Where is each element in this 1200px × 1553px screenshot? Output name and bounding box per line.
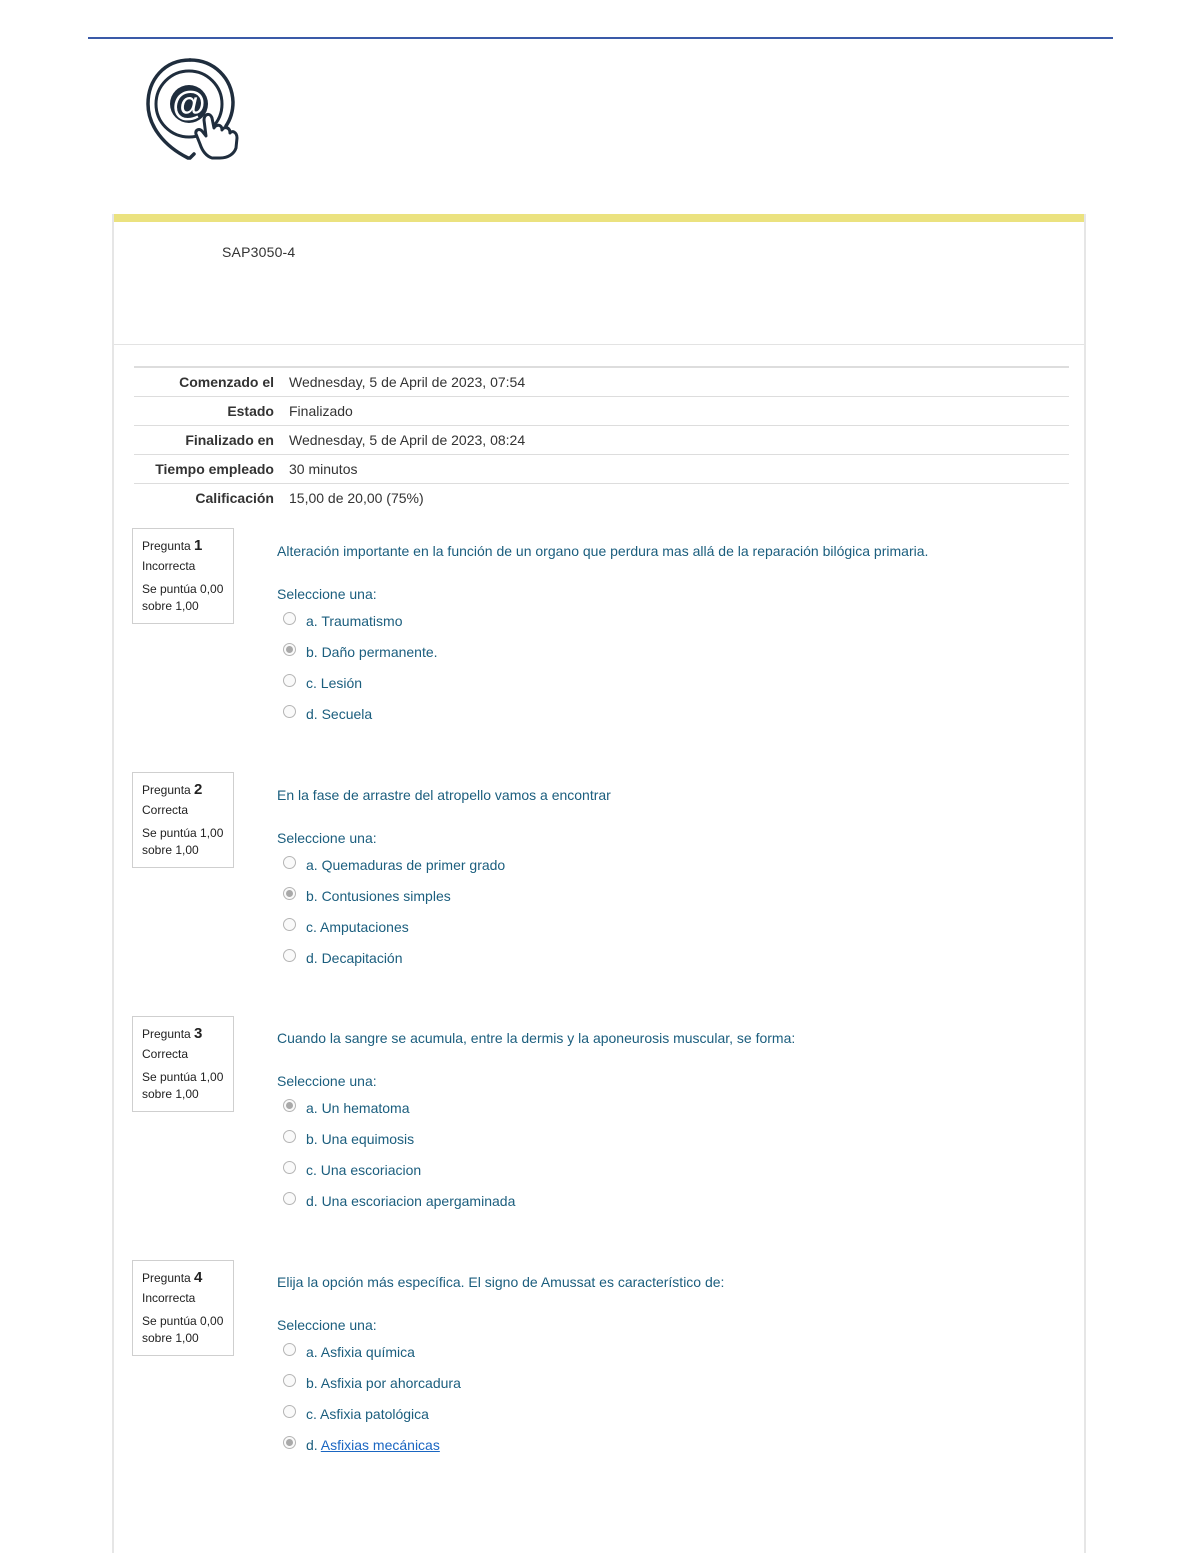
summary-label: Estado — [227, 403, 274, 419]
answer-option[interactable] — [277, 1436, 1067, 1467]
question-prompt: Seleccione una: — [277, 830, 377, 846]
question-grade: Se puntúa 1,00 sobre 1,00 — [142, 826, 224, 857]
radio-icon[interactable] — [283, 1374, 296, 1387]
question-text: Alteración importante en la función de un organo que perdura mas allá de la reparación bilógica primaria. — [277, 543, 929, 559]
answer-option[interactable] — [277, 1374, 1067, 1405]
question-title: Pregunta — [142, 1271, 191, 1285]
summary-value: Finalizado — [289, 403, 353, 419]
radio-icon[interactable] — [283, 949, 296, 962]
answer-label: b. Asfixia por ahorcadura — [306, 1375, 461, 1391]
summary-value: 30 minutos — [289, 461, 358, 477]
answer-label: c. Una escoriacion — [306, 1162, 422, 1178]
question-number: 2 — [194, 781, 203, 798]
answer-label: b. Contusiones simples — [306, 888, 451, 904]
question-state: Incorrecta — [142, 559, 196, 573]
summary-label: Tiempo empleado — [155, 461, 274, 477]
question-state: Incorrecta — [142, 1291, 196, 1305]
answer-label — [306, 1436, 440, 1454]
summary-value: Wednesday, 5 de April de 2023, 08:24 — [289, 432, 526, 448]
question-title: Pregunta — [142, 783, 191, 797]
summary-row-grade — [134, 483, 1069, 512]
radio-icon[interactable] — [283, 674, 296, 687]
radio-icon[interactable] — [283, 1161, 296, 1174]
answer-label: a. Asfixia química — [306, 1344, 415, 1360]
header-divider — [114, 344, 1084, 345]
question-body-3 — [277, 1028, 1067, 1223]
answer-label: a. Traumatismo — [306, 613, 403, 629]
radio-icon[interactable] — [283, 1405, 296, 1418]
radio-checked-icon[interactable] — [283, 1099, 296, 1112]
summary-row-finished — [134, 425, 1069, 454]
answer-option[interactable] — [277, 643, 1067, 674]
answer-label: b. Una equimosis — [306, 1131, 415, 1147]
answer-option[interactable] — [277, 1130, 1067, 1161]
radio-checked-icon[interactable] — [283, 887, 296, 900]
summary-label: Finalizado en — [185, 432, 274, 448]
question-grade: Se puntúa 0,00 sobre 1,00 — [142, 582, 224, 613]
at-sign-logo-icon — [142, 54, 242, 164]
answer-label: c. Lesión — [306, 675, 363, 691]
summary-label: Calificación — [195, 490, 274, 506]
question-prompt: Seleccione una: — [277, 586, 377, 602]
answer-label: a. Quemaduras de primer grado — [306, 857, 506, 873]
answer-option[interactable] — [277, 1343, 1067, 1374]
card-accent-bar — [114, 214, 1084, 222]
question-body-2 — [277, 785, 1067, 980]
answer-label: b. Daño permanente. — [306, 644, 438, 660]
radio-icon[interactable] — [283, 1192, 296, 1205]
answer-prefix: d. — [306, 1437, 321, 1453]
question-title: Pregunta — [142, 539, 191, 553]
question-prompt: Seleccione una: — [277, 1073, 377, 1089]
question-title: Pregunta — [142, 1027, 191, 1041]
question-number: 1 — [194, 537, 203, 554]
question-body-4 — [277, 1272, 1067, 1467]
answer-option[interactable] — [277, 856, 1067, 887]
radio-icon[interactable] — [283, 1130, 296, 1143]
answer-label: a. Un hematoma — [306, 1100, 410, 1116]
radio-icon[interactable] — [283, 918, 296, 931]
radio-checked-icon[interactable] — [283, 1436, 296, 1449]
question-prompt: Seleccione una: — [277, 1317, 377, 1333]
answer-option[interactable] — [277, 1405, 1067, 1436]
answer-option[interactable] — [277, 1192, 1067, 1223]
radio-icon[interactable] — [283, 856, 296, 869]
radio-icon[interactable] — [283, 1343, 296, 1356]
summary-value: 15,00 de 20,00 (75%) — [289, 490, 424, 506]
radio-icon[interactable] — [283, 612, 296, 625]
svg-text:@: @ — [172, 85, 206, 123]
answer-option[interactable] — [277, 1161, 1067, 1192]
question-state: Correcta — [142, 803, 189, 817]
answer-label: c. Amputaciones — [306, 919, 409, 935]
radio-checked-icon[interactable] — [283, 643, 296, 656]
answer-option[interactable] — [277, 949, 1067, 980]
summary-row-state — [134, 396, 1069, 425]
question-text: En la fase de arrastre del atropello vamos a encontrar — [277, 787, 611, 803]
question-state: Correcta — [142, 1047, 189, 1061]
top-divider — [88, 37, 1113, 39]
answer-option[interactable] — [277, 705, 1067, 736]
question-body-1 — [277, 541, 1067, 736]
question-grade: Se puntúa 0,00 sobre 1,00 — [142, 1314, 224, 1345]
question-info-2 — [132, 772, 234, 868]
answer-label: d. Secuela — [306, 706, 373, 722]
question-info-4 — [132, 1260, 234, 1356]
attempt-summary — [134, 366, 1069, 512]
course-code: SAP3050-4 — [222, 244, 296, 260]
question-number: 3 — [194, 1025, 203, 1042]
summary-value: Wednesday, 5 de April de 2023, 07:54 — [289, 374, 526, 390]
answer-option[interactable] — [277, 1099, 1067, 1130]
question-number: 4 — [194, 1269, 203, 1286]
answer-option[interactable] — [277, 887, 1067, 918]
question-grade: Se puntúa 1,00 sobre 1,00 — [142, 1070, 224, 1101]
summary-label: Comenzado el — [179, 374, 274, 390]
answer-label: d. Una escoriacion apergaminada — [306, 1193, 516, 1209]
summary-row-started — [134, 366, 1069, 396]
question-info-1 — [132, 528, 234, 624]
radio-icon[interactable] — [283, 705, 296, 718]
question-info-3 — [132, 1016, 234, 1112]
answer-option[interactable] — [277, 674, 1067, 705]
summary-row-time — [134, 454, 1069, 483]
answer-label: d. Decapitación — [306, 950, 403, 966]
answer-label: c. Asfixia patológica — [306, 1406, 429, 1422]
question-text: Elija la opción más específica. El signo de Amussat es característico de: — [277, 1274, 725, 1290]
answer-option[interactable] — [277, 612, 1067, 643]
question-text: Cuando la sangre se acumula, entre la dermis y la aponeurosis muscular, se forma: — [277, 1030, 796, 1046]
answer-option[interactable] — [277, 918, 1067, 949]
answer-link[interactable]: Asfixias mecánicas — [320, 1437, 440, 1453]
